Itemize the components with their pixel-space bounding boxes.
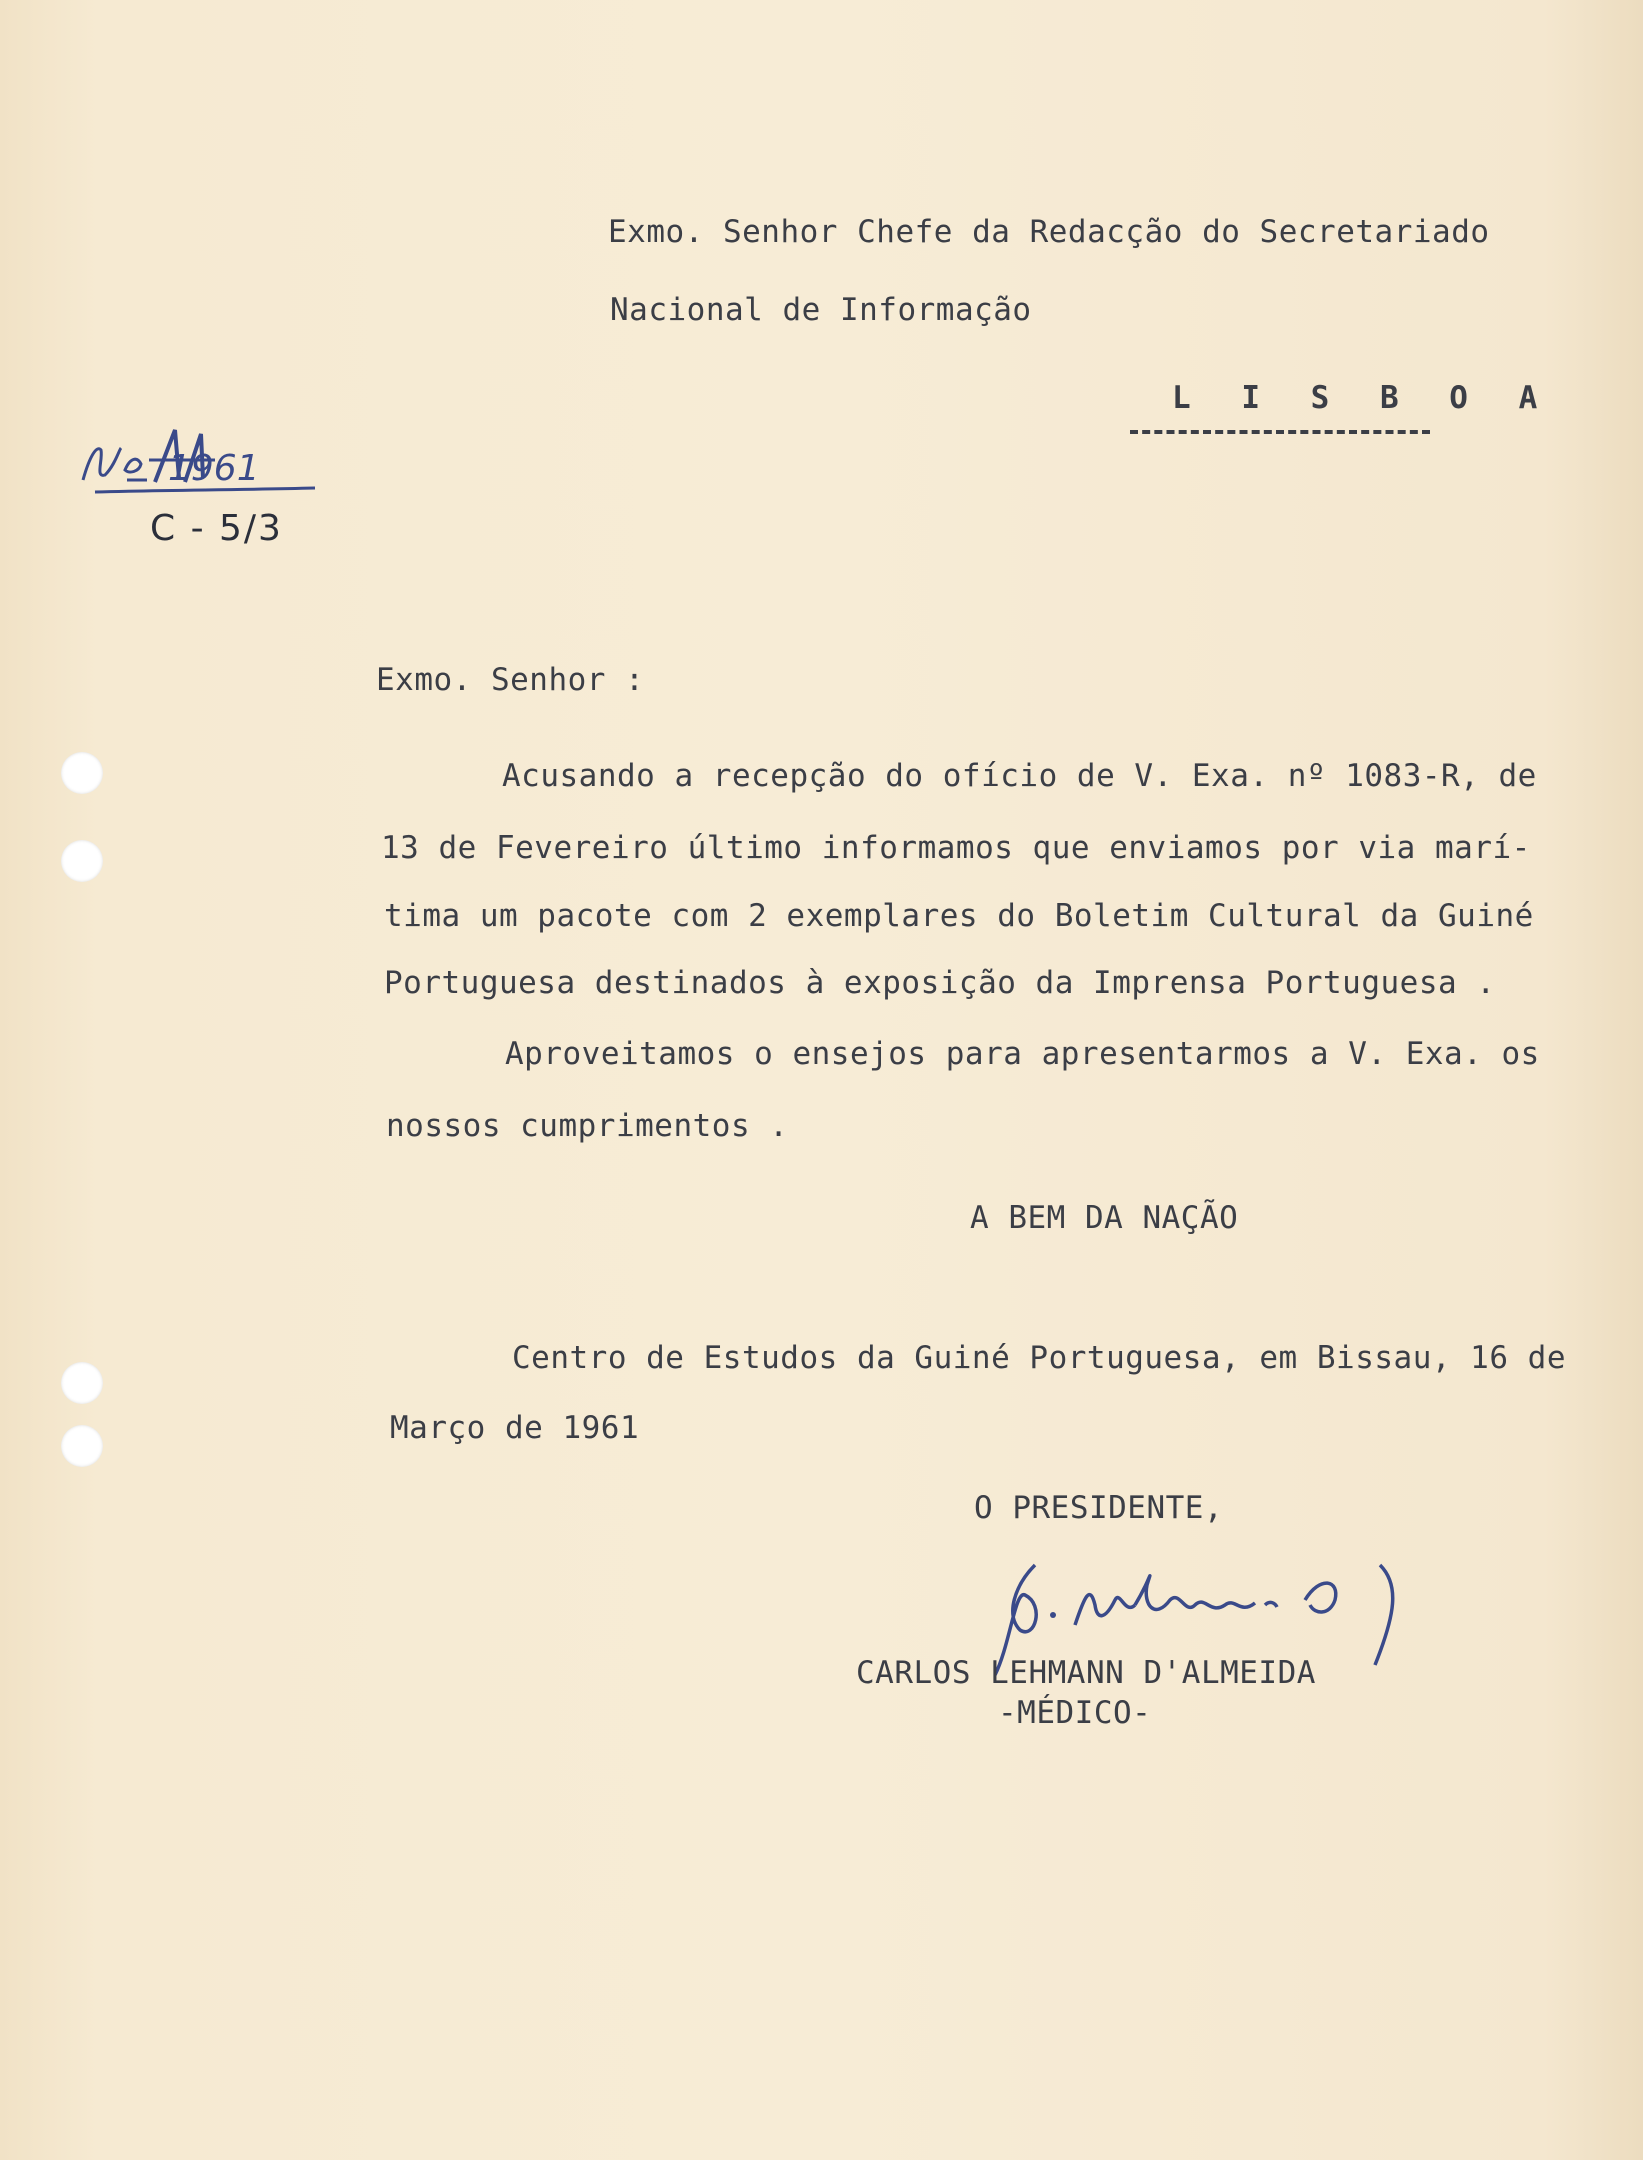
place-date-line-1: Centro de Estudos da Guiné Portuguesa, em Bissau, 16 de <box>512 1340 1566 1376</box>
salutation: Exmo. Senhor : <box>376 662 645 698</box>
motto: A BEM DA NAÇÃO <box>970 1200 1239 1236</box>
punch-hole-2 <box>61 840 103 882</box>
city-underline <box>1130 430 1430 434</box>
addressee-line-1: Exmo. Senhor Chefe da Redacção do Secretariado <box>608 214 1490 250</box>
signatory-name: CARLOS LEHMANN D'ALMEIDA <box>856 1655 1316 1691</box>
body-line: 13 de Fevereiro último informamos que enviamos por via marí- <box>381 830 1531 866</box>
body-line: Acusando a recepção do ofício de V. Exa. nº 1083-R, de <box>502 758 1537 794</box>
addressee-line-2: Nacional de Informação <box>610 292 1032 328</box>
body-line: Portuguesa destinados à exposição da Imprensa Portuguesa . <box>384 965 1496 1001</box>
signatory-role: -MÉDICO- <box>998 1695 1152 1731</box>
addressee-city: L I S B O A <box>1172 380 1554 416</box>
punch-hole-3 <box>61 1362 103 1404</box>
place-date-line-2: Março de 1961 <box>390 1410 640 1446</box>
reference-code: C - 5/3 <box>150 508 283 549</box>
reference-year: 1961 <box>168 448 260 489</box>
signoff-title: O PRESIDENTE, <box>974 1490 1224 1526</box>
punch-hole-4 <box>61 1425 103 1467</box>
body-line: nossos cumprimentos . <box>386 1108 789 1144</box>
body-line: Aproveitamos o ensejos para apresentarmos a V. Exa. os <box>505 1036 1540 1072</box>
body-line: tima um pacote com 2 exemplares do Boletim Cultural da Guiné <box>384 898 1534 934</box>
punch-hole-1 <box>61 752 103 794</box>
